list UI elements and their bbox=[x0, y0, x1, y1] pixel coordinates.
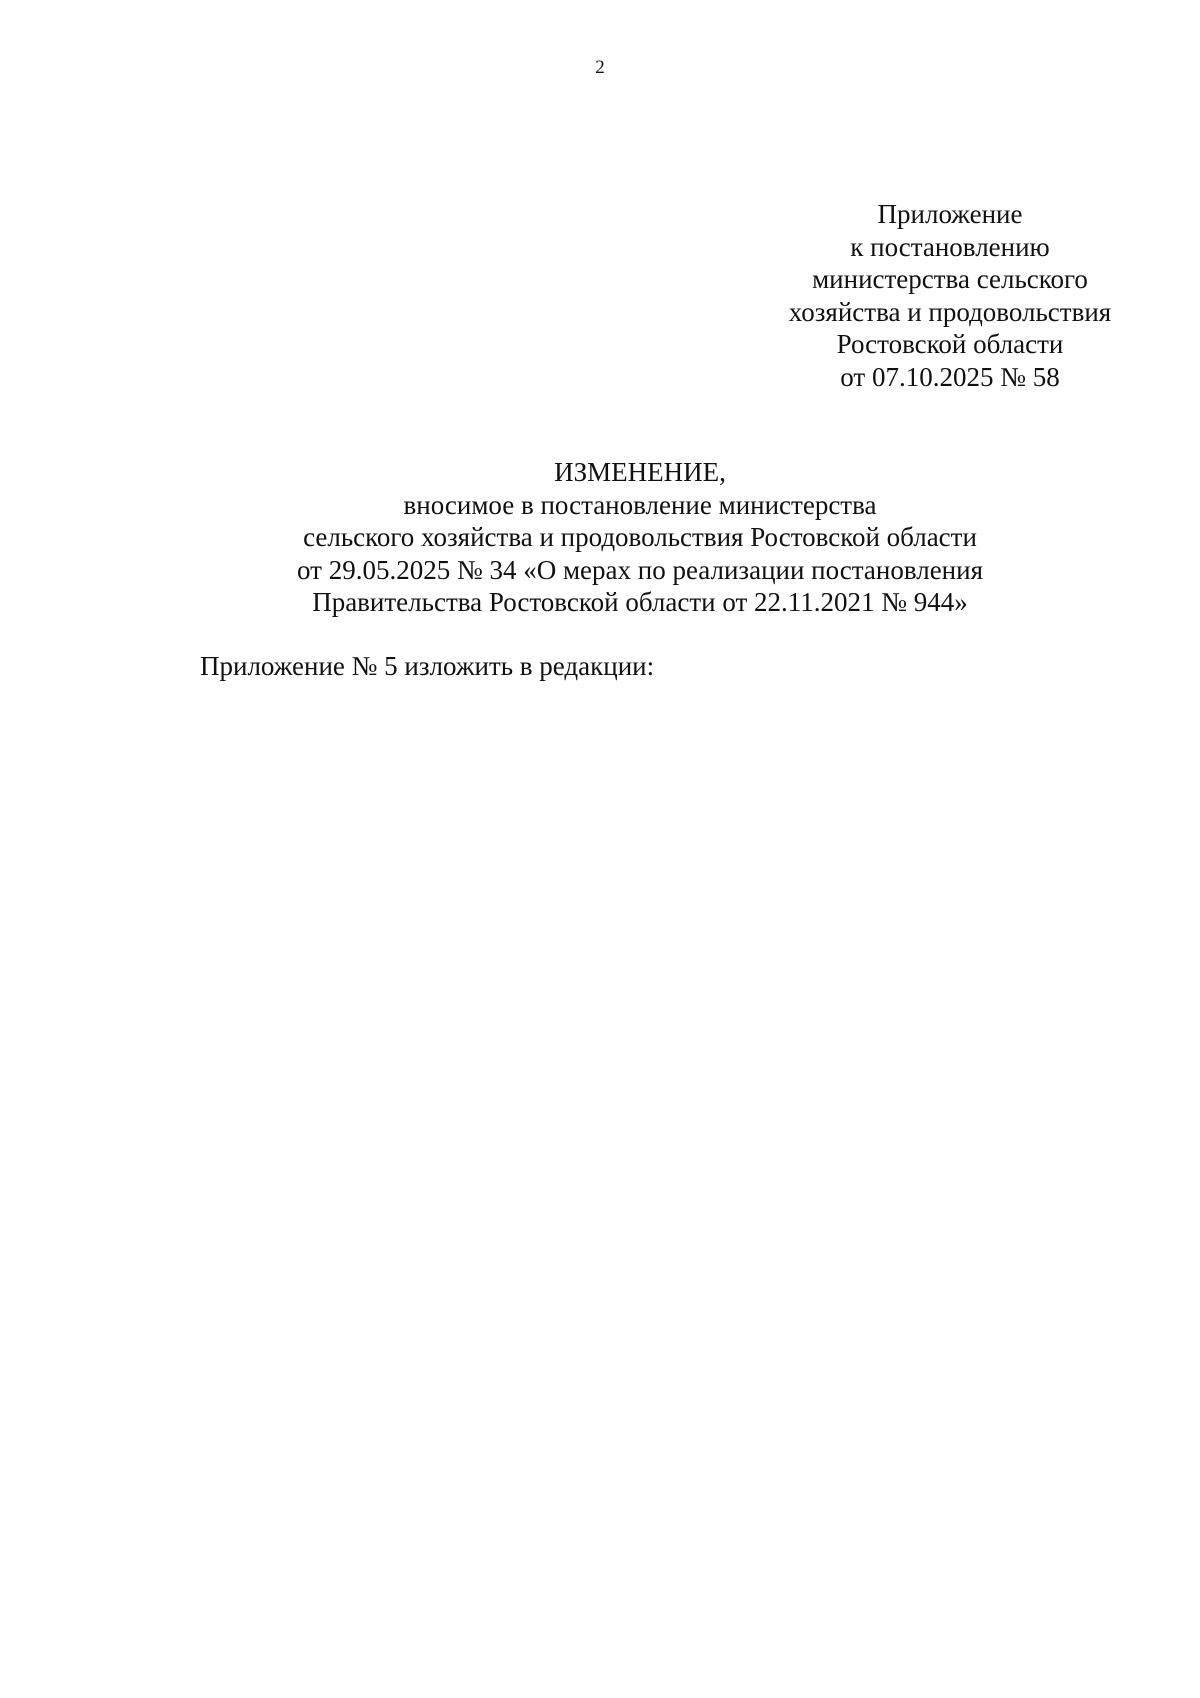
approval-line: к постановлению bbox=[850, 231, 1050, 262]
approval-line: хозяйства и продовольствия bbox=[788, 296, 1112, 327]
approval-line: Приложение bbox=[877, 199, 1023, 229]
body-paragraph: Приложение № 5 изложить в редакции: bbox=[200, 651, 655, 681]
document-title bbox=[200, 456, 1080, 619]
title-line: Правительства Ростовской области от 22.11.2021 № 944» bbox=[312, 587, 968, 617]
page-number: 2 bbox=[595, 57, 605, 78]
title-heading: ИЗМЕНЕНИЕ, bbox=[554, 457, 726, 487]
title-line: от 29.05.2025 № 34 «О мерах по реализации постановления bbox=[297, 554, 983, 585]
approval-line: от 07.10.2025 № 58 bbox=[840, 361, 1060, 392]
title-line: вносимое в постановление министерства bbox=[403, 489, 877, 520]
approval-line: министерства сельского bbox=[812, 264, 1088, 294]
approval-line: Ростовской области bbox=[836, 329, 1064, 359]
approval-block bbox=[760, 198, 1140, 393]
title-line: сельского хозяйства и продовольствия Ростовской области bbox=[303, 522, 977, 552]
